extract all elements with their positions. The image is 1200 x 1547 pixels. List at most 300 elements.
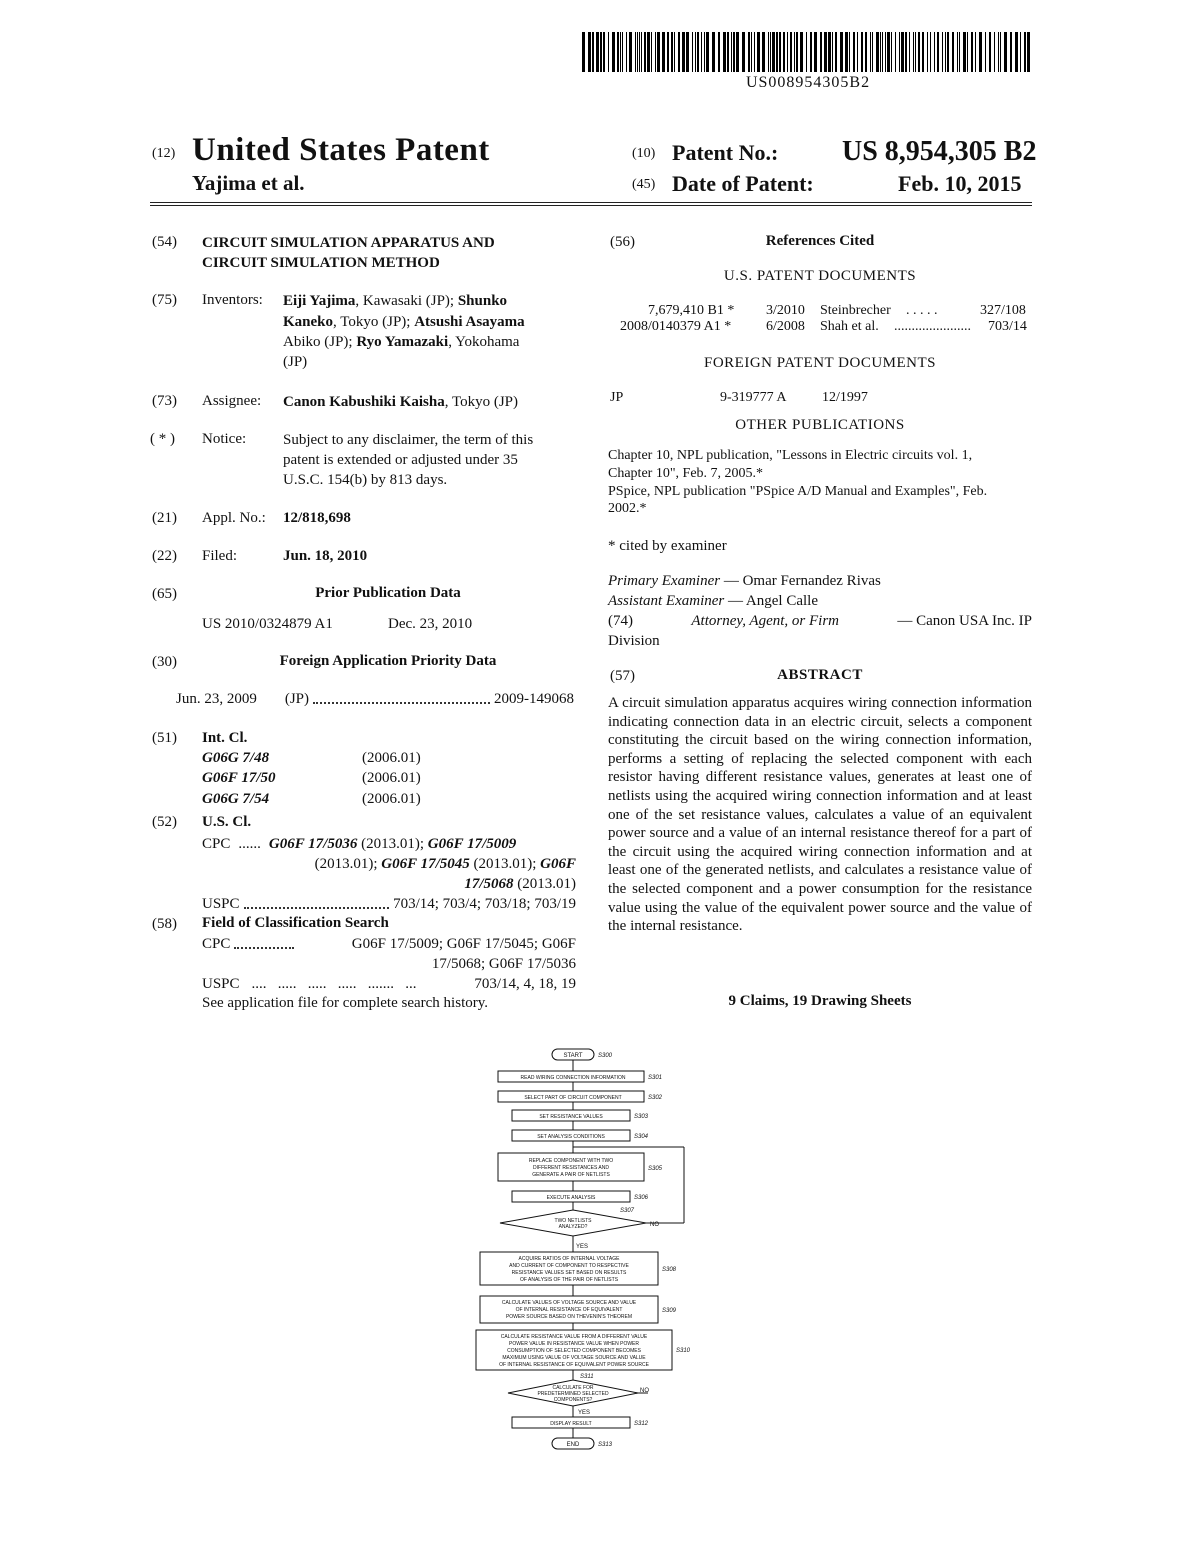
barcode-bar — [861, 32, 863, 72]
cpc-class: G06F — [540, 856, 576, 872]
barcode-bar — [736, 32, 739, 72]
inventor-place: , Yokohama — [448, 334, 520, 350]
us-cl-uspc-row — [202, 894, 576, 914]
inventors-line3 — [283, 332, 519, 352]
document-type-title: United States Patent — [192, 132, 490, 168]
inventors-label: Inventors: — [202, 292, 263, 308]
barcode-bar — [697, 32, 699, 72]
barcode-bar — [768, 32, 769, 72]
step-s303-label: SET RESISTANCE VALUES — [539, 1114, 603, 1120]
ref-s300: S300 — [598, 1053, 613, 1059]
barcode-bar — [872, 32, 873, 72]
cpc-class: G06F 17/5036 — [268, 836, 358, 852]
us-reference-date: 6/2008 — [766, 319, 805, 334]
barcode-bar — [651, 32, 652, 72]
cpc-version: (2013.01) — [517, 876, 576, 892]
ref-s312: S312 — [634, 1421, 649, 1427]
cpc-class: 17/5068 — [464, 876, 514, 892]
abstract-text: A circuit simulation apparatus acquires wiring connection information indicating connection data in an electric circuit, selects a component constituting the circuit based on the wiring connection information, performs a setting of replacing the selected component with each resistor having different resistance values, generates at least one of netlists using the acquired wiring connection information and at least one of the set resistance values, calculates a value of an equivalent power source and a value of an internal resistance thereof for a part of the circuit using the acquired wiring connection information and at least one of the generated netlists, and calculates a resistance value of the selected component and a power consumption for the resistance value using the value of the equivalent power source and the value of the internal resistance. — [608, 695, 1032, 935]
code-58: (58) — [152, 916, 177, 932]
barcode-bar — [622, 32, 623, 72]
barcode-bar — [762, 32, 765, 72]
barcode-bar — [704, 32, 705, 72]
barcode-bar — [757, 32, 760, 72]
barcode-bar — [639, 32, 640, 72]
int-cl-version: (2006.01) — [362, 791, 421, 807]
barcode-bar — [947, 32, 949, 72]
dotted-leader — [244, 894, 390, 909]
us-reference-name: Shah et al. — [820, 319, 879, 334]
barcode-bar — [692, 32, 693, 72]
barcode-bar — [820, 32, 822, 72]
yes-label: YES — [578, 1410, 591, 1416]
step-s310-label: MAXIMUM USING VALUE OF VOLTAGE SOURCE AND VALUE — [502, 1355, 646, 1361]
assignee-label: Assignee: — [202, 393, 262, 409]
barcode-bar — [733, 32, 735, 72]
decision-s311-label: COMPONENTS? — [553, 1397, 593, 1403]
barcode-bar — [629, 32, 632, 72]
foreign-reference-number: 9-319777 A — [720, 390, 787, 405]
uspc-value: 703/14; 703/4; 703/18; 703/19 — [393, 896, 576, 912]
barcode-bar — [600, 32, 602, 72]
references-cited-heading: References Cited — [765, 233, 875, 249]
dotted-leader: . . . . . — [906, 303, 938, 318]
attorney-name: — Canon USA Inc. IP — [897, 613, 1032, 629]
ref-s303: S303 — [634, 1114, 649, 1120]
field-search-heading: Field of Classification Search — [202, 915, 389, 931]
int-cl-heading: Int. Cl. — [202, 730, 248, 746]
int-cl-class: G06G 7/54 — [202, 791, 270, 807]
assignee-place: , Tokyo (JP) — [444, 394, 519, 410]
barcode-bar — [1010, 32, 1012, 72]
barcode-bar — [959, 32, 960, 72]
barcode-bar — [885, 32, 886, 72]
barcode-bar — [967, 32, 968, 72]
inventor-name: Kaneko — [283, 314, 334, 330]
barcode-bar — [1000, 32, 1001, 72]
barcode-bar — [770, 32, 771, 72]
step-s301-label: READ WIRING CONNECTION INFORMATION — [520, 1075, 626, 1081]
ref-s310: S310 — [676, 1348, 691, 1354]
step-s308-label: RESISTANCE VALUES SET BASED ON RESULTS — [511, 1270, 627, 1276]
barcode-bar — [824, 32, 827, 72]
barcode-bar — [899, 32, 900, 72]
barcode-bar — [927, 32, 928, 72]
barcode-bar — [853, 32, 855, 72]
code-56: (56) — [610, 234, 635, 250]
dotted-leader — [313, 689, 490, 704]
attorney-row — [608, 611, 1032, 631]
barcode-bar — [870, 32, 871, 72]
code-75: (75) — [152, 292, 177, 308]
us-reference-name: Steinbrecher — [820, 303, 891, 318]
dotted-leader: ...................... — [894, 319, 971, 334]
filed-label: Filed: — [202, 548, 238, 564]
foreign-priority-heading: Foreign Application Priority Data — [279, 653, 497, 669]
ref-s308: S308 — [662, 1267, 677, 1273]
barcode-bar — [644, 32, 646, 72]
barcode-bar — [806, 32, 807, 72]
step-s306-label: EXECUTE ANALYSIS — [546, 1195, 596, 1201]
foreign-reference-date: 12/1997 — [822, 390, 868, 405]
barcode-bar — [849, 32, 850, 72]
barcode-bar — [671, 32, 673, 72]
cpc-label: CPC — [202, 936, 231, 952]
barcode-bar — [913, 32, 914, 72]
cpc-label: CPC — [202, 836, 231, 852]
int-cl-version: (2006.01) — [362, 750, 421, 766]
step-s310-label: POWER VALUE IN RESISTANCE VALUE WHEN POWER — [508, 1341, 640, 1347]
step-s305-label: GENERATE A PAIR OF NETLISTS — [532, 1172, 610, 1178]
step-s302-label: SELECT PART OF CIRCUIT COMPONENT — [524, 1095, 622, 1101]
yes-label: YES — [576, 1244, 589, 1250]
field-cpc-line2: 17/5068; G06F 17/5036 — [431, 956, 576, 972]
barcode-bar — [608, 32, 609, 72]
barcode-bar — [754, 32, 755, 72]
ref-s311: S311 — [580, 1374, 594, 1380]
code-30: (30) — [152, 654, 177, 670]
reference-number: 2008/0140379 A1 * — [620, 319, 732, 334]
step-s309-label: OF INTERNAL RESISTANCE OF EQUIVALENT — [515, 1307, 623, 1313]
barcode-bar — [682, 32, 685, 72]
primary-examiner — [608, 571, 881, 591]
prior-publication-number: US 2010/0324879 A1 — [202, 616, 333, 632]
barcode-bar — [620, 32, 621, 72]
us-cl-heading: U.S. Cl. — [202, 814, 252, 830]
invention-title-line2: CIRCUIT SIMULATION METHOD — [202, 255, 440, 271]
no-label: NO — [650, 1222, 659, 1228]
us-cl-cpc-line1 — [202, 834, 516, 854]
code-10: (10) — [632, 146, 656, 161]
barcode-bar — [882, 32, 883, 72]
barcode-bar — [794, 32, 795, 72]
assignee-name: Canon Kabushiki Kaisha — [283, 394, 445, 410]
prior-publication-heading: Prior Publication Data — [315, 585, 461, 601]
other-publication-2-line2: 2002.* — [608, 501, 647, 516]
barcode-bar — [895, 32, 896, 72]
ref-s301: S301 — [648, 1075, 663, 1081]
date-of-patent: Feb. 10, 2015 — [898, 171, 1022, 196]
dotted-leader: ...... — [238, 836, 261, 852]
ref-s305: S305 — [648, 1166, 663, 1172]
barcode-bar — [701, 32, 702, 72]
representative-flowchart — [470, 1040, 710, 1465]
barcode-bar — [945, 32, 946, 72]
barcode-bar — [678, 32, 680, 72]
step-s310-label: OF INTERNAL RESISTANCE OF EQUIVALENT POWER SOURCE — [499, 1362, 649, 1368]
field-cpc-row — [202, 934, 576, 954]
inventor-place: , Kawasaki (JP); — [355, 293, 458, 309]
dotted-leader — [234, 934, 294, 949]
assistant-examiner — [608, 591, 818, 611]
barcode-bar — [887, 32, 890, 72]
barcode-bar — [779, 32, 781, 72]
barcode-bar — [637, 32, 638, 72]
barcode-bar — [796, 32, 798, 72]
barcode-bar — [942, 32, 943, 72]
barcode-bar — [909, 32, 910, 72]
code-52: (52) — [152, 814, 177, 830]
code-21: (21) — [152, 510, 177, 526]
code-74: (74) — [608, 613, 633, 629]
code-45: (45) — [632, 177, 656, 192]
step-s305-label: REPLACE COMPONENT WITH TWO — [528, 1158, 614, 1164]
cpc-class: G06F 17/5045 — [381, 856, 470, 872]
inventors-line1 — [283, 291, 507, 311]
field-see-application: See application file for complete search history. — [202, 995, 489, 1011]
barcode-bar — [800, 32, 803, 72]
step-s310-label: CONSUMPTION OF SELECTED COMPONENT BECOMES — [507, 1348, 641, 1354]
barcode-bar — [915, 32, 916, 72]
us-reference-row — [620, 318, 731, 335]
barcode-bar — [957, 32, 958, 72]
attorney-label: Attorney, Agent, or Firm — [691, 613, 840, 629]
barcode-bar — [857, 32, 858, 72]
us-cl-cpc-line3 — [202, 874, 576, 894]
code-57: (57) — [610, 668, 635, 684]
barcode-bar — [655, 32, 656, 72]
barcode-bar — [1027, 32, 1030, 72]
foreign-patent-documents-heading: FOREIGN PATENT DOCUMENTS — [703, 355, 937, 371]
barcode-bar — [810, 32, 812, 72]
barcode-bar — [582, 32, 585, 72]
step-s305-label: DIFFERENT RESISTANCES AND — [533, 1165, 609, 1171]
code-51: (51) — [152, 730, 177, 746]
barcode-bar — [934, 32, 935, 72]
barcode-bar — [787, 32, 788, 72]
code-notice: ( * ) — [150, 431, 175, 447]
ref-s307: S307 — [620, 1208, 635, 1214]
field-uspc-row — [202, 974, 576, 994]
barcode-number: US008954305B2 — [745, 74, 871, 91]
barcode-bar — [814, 32, 817, 72]
barcode-bar — [647, 32, 650, 72]
step-s308-label: ACQUIRE RATIOS OF INTERNAL VOLTAGE — [518, 1256, 620, 1262]
date-of-patent-label: Date of Patent: — [672, 171, 814, 196]
patent-number-label: Patent No.: — [672, 140, 779, 165]
cpc-version: (2013.01); — [473, 856, 541, 872]
us-reference-class: 327/108 — [980, 303, 1026, 318]
foreign-reference-country: JP — [610, 390, 624, 405]
ref-s304: S304 — [634, 1134, 649, 1140]
inventor-place: , Tokyo (JP); — [333, 314, 415, 330]
barcode-bar — [1004, 32, 1007, 72]
barcode-bar — [686, 32, 689, 72]
application-number-label: Appl. No.: — [202, 510, 266, 526]
step-s310-label: CALCULATE RESISTANCE VALUE FROM A DIFFERENT VALUE — [500, 1334, 648, 1340]
cited-by-examiner: * cited by examiner — [608, 538, 727, 554]
barcode-bar — [751, 32, 752, 72]
ref-s309: S309 — [662, 1308, 677, 1314]
foreign-priority-number: 2009-149068 — [494, 691, 574, 707]
notice-line1: Subject to any disclaimer, the term of this — [283, 432, 534, 448]
dotted-leader: .... ..... ..... ..... ....... ... — [251, 976, 417, 992]
barcode-bar — [718, 32, 720, 72]
int-cl-version: (2006.01) — [362, 770, 421, 786]
step-s309-label: POWER SOURCE BASED ON THEVENIN'S THEOREM — [505, 1314, 633, 1320]
barcode-bar — [1015, 32, 1018, 72]
primary-examiner-label: Primary Examiner — [608, 573, 721, 589]
prior-publication-date: Dec. 23, 2010 — [388, 616, 473, 632]
barcode-bar — [612, 32, 615, 72]
inventor-name: Eiji Yajima — [283, 293, 356, 309]
barcode-bar — [626, 32, 627, 72]
notice-line3: U.S.C. 154(b) by 813 days. — [283, 472, 448, 488]
barcode-bar — [706, 32, 709, 72]
barcode-bar — [880, 32, 881, 72]
abstract-heading: ABSTRACT — [777, 667, 863, 683]
attorney-line2: Division — [608, 633, 660, 649]
step-s304-label: SET ANALYSIS CONDITIONS — [537, 1134, 605, 1140]
barcode-bar — [918, 32, 920, 72]
code-12: (12) — [152, 146, 176, 161]
barcode-bar — [790, 32, 792, 72]
barcode-bar — [845, 32, 848, 72]
step-s308-label: OF ANALYSIS OF THE PAIR OF NETLISTS — [519, 1277, 619, 1283]
assistant-examiner-label: Assistant Examiner — [608, 593, 725, 609]
us-reference-row — [648, 302, 734, 319]
inventors-short: Yajima et al. — [192, 171, 305, 195]
other-publication-2-line1: PSpice, NPL publication "PSpice A/D Manual and Examples", Feb. — [608, 484, 988, 499]
barcode-bar — [922, 32, 924, 72]
no-label: NO — [640, 1388, 649, 1394]
primary-examiner-name: — Omar Fernandez Rivas — [723, 573, 881, 589]
uspc-label: USPC — [202, 896, 240, 912]
assignee-value — [283, 392, 518, 412]
foreign-priority-row — [176, 689, 574, 709]
barcode-bar — [952, 32, 954, 72]
int-cl-class: G06G 7/48 — [202, 750, 270, 766]
reference-number: 7,679,410 B1 * — [648, 303, 735, 318]
barcode-bar — [695, 32, 696, 72]
barcode-bar — [1024, 32, 1026, 72]
barcode-bar — [901, 32, 904, 72]
cpc-class: G06F 17/5009 — [427, 836, 517, 852]
field-cpc-line1: G06F 17/5009; G06F 17/5045; G06F — [351, 936, 576, 952]
uspc-label: USPC — [202, 976, 240, 992]
barcode-bar — [588, 32, 591, 72]
barcode-bar — [776, 32, 778, 72]
step-s308-label: AND CURRENT OF COMPONENT TO RESPECTIVE — [509, 1263, 629, 1269]
inventor-place: Abiko (JP); — [283, 334, 357, 350]
barcode-bar — [905, 32, 907, 72]
barcode — [582, 32, 1034, 72]
barcode-bar — [828, 32, 831, 72]
code-65: (65) — [152, 586, 177, 602]
cpc-version: (2013.01); — [314, 856, 382, 872]
notice-label: Notice: — [202, 431, 247, 447]
barcode-bar — [641, 32, 642, 72]
inventor-name: Atsushi Asayama — [414, 314, 525, 330]
barcode-bar — [971, 32, 973, 72]
barcode-bar — [712, 32, 715, 72]
barcode-bar — [930, 32, 931, 72]
barcode-bar — [617, 32, 619, 72]
us-cl-cpc-line2 — [202, 854, 576, 874]
barcode-bar — [876, 32, 879, 72]
barcode-bar — [748, 32, 750, 72]
barcode-bar — [662, 32, 665, 72]
header-rule-top — [150, 202, 1032, 203]
code-22: (22) — [152, 548, 177, 564]
barcode-bar — [592, 32, 594, 72]
patent-number: US 8,954,305 B2 — [842, 136, 1037, 167]
barcode-bar — [727, 32, 729, 72]
ref-s302: S302 — [648, 1095, 663, 1101]
other-publication-1-line2: Chapter 10", Feb. 7, 2005.* — [608, 466, 764, 481]
barcode-bar — [731, 32, 732, 72]
inventors-line2 — [283, 312, 525, 332]
assistant-examiner-name: — Angel Calle — [728, 593, 818, 609]
code-54: (54) — [152, 234, 177, 250]
barcode-bar — [832, 32, 833, 72]
inventors-line4: (JP) — [283, 354, 308, 370]
barcode-bar — [603, 32, 605, 72]
barcode-bar — [998, 32, 999, 72]
barcode-bar — [1020, 32, 1021, 72]
other-publication-1-line1: Chapter 10, NPL publication, "Lessons in Electric circuits vol. 1, — [608, 448, 973, 463]
barcode-bar — [891, 32, 892, 72]
inventor-name: Ryo Yamazaki — [356, 334, 449, 350]
barcode-bar — [657, 32, 660, 72]
field-uspc-value: 703/14, 4, 18, 19 — [474, 976, 576, 992]
decision-s311-label: PREDETERMINED SELECTED — [537, 1391, 609, 1397]
barcode-bar — [596, 32, 599, 72]
barcode-bar — [989, 32, 991, 72]
end-label: END — [566, 1442, 580, 1448]
step-s309-label: CALCULATE VALUES OF VOLTAGE SOURCE AND VALUE — [501, 1300, 637, 1306]
claims-and-drawing-sheets: 9 Claims, 19 Drawing Sheets — [728, 993, 912, 1009]
barcode-bar — [975, 32, 976, 72]
decision-s307-label: TWO NETLISTS — [554, 1218, 592, 1224]
us-reference-date: 3/2010 — [766, 303, 805, 318]
barcode-bar — [772, 32, 775, 72]
barcode-bar — [840, 32, 843, 72]
code-73: (73) — [152, 393, 177, 409]
application-number: 12/818,698 — [283, 510, 351, 526]
barcode-bar — [994, 32, 995, 72]
ref-s313: S313 — [598, 1442, 613, 1448]
barcode-bar — [937, 32, 939, 72]
ref-s306: S306 — [634, 1195, 649, 1201]
barcode-bar — [635, 32, 636, 72]
header-rule-bottom — [150, 205, 1032, 206]
barcode-bar — [723, 32, 726, 72]
barcode-bar — [783, 32, 785, 72]
filed-date: Jun. 18, 2010 — [283, 548, 368, 564]
decision-s311-label: CALCULATE FOR — [552, 1385, 594, 1391]
us-reference-class: 703/14 — [988, 319, 1027, 334]
inventor-name: Shunko — [457, 293, 508, 309]
invention-title-line1: CIRCUIT SIMULATION APPARATUS AND — [202, 235, 495, 251]
barcode-bar — [963, 32, 966, 72]
barcode-bar — [979, 32, 982, 72]
notice-line2: patent is extended or adjusted under 35 — [283, 452, 518, 468]
barcode-bar — [742, 32, 745, 72]
barcode-bar — [865, 32, 867, 72]
barcode-bar — [667, 32, 669, 72]
other-publications-heading: OTHER PUBLICATIONS — [735, 417, 905, 433]
foreign-priority-date: Jun. 23, 2009 — [176, 691, 257, 707]
us-patent-documents-heading: U.S. PATENT DOCUMENTS — [723, 268, 917, 284]
barcode-bar — [674, 32, 675, 72]
foreign-priority-country: (JP) — [284, 691, 310, 707]
barcode-bar — [985, 32, 986, 72]
start-label: START — [563, 1053, 583, 1059]
barcode-bar — [835, 32, 837, 72]
step-s312-label: DISPLAY RESULT — [550, 1421, 592, 1427]
int-cl-class: G06F 17/50 — [202, 770, 276, 786]
